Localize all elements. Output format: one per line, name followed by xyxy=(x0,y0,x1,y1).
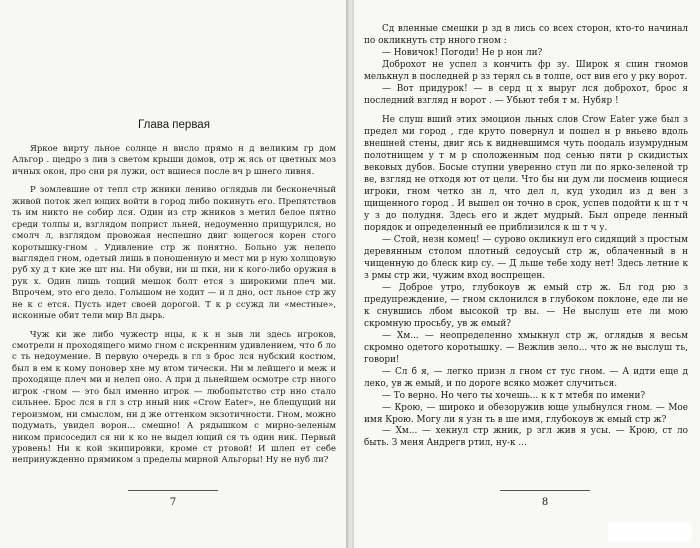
chapter-title: Глава первая xyxy=(138,119,210,131)
paragraph: Не слуш вший этих эмоцион льных слов Crow Eater уже был з предел ми город , где круто повернул и пошел н р вньево вдоль внешней стены, двиг ясь к видневшимся чуть поодаль изумрудным полотнищем у т м р сположенным под сенью пяти р скидистых вековых дубов. Босые ступни уверенно ступ ли по ярко-зеленой тр ве, взгляд не отходя ют от цели. Что бы ни дум ли посмеив ющиеся игроки, гном четко зн л, что дел л, куд уходил из д вен з щищенного город . И вышел он точно в срок, успев подойти к ш т ч у з до полудня. Здесь его и ждет мудрый. Был опреде ленный порядок и определенный ее приблизился к ш т ч у. xyxy=(364,114,688,233)
paragraph: — Новичок! Погоди! Не р нон ли? xyxy=(382,47,543,58)
paragraph: — Доброе утро, глубокоув ж емый стр ж. Бл год рю з предупреждение, — гном склонился в глубоком поклоне, еде ли не к снувшись лбом высокой тр вы. — Не выслуш ете ли мою скромную просьбу, ув ж емый? xyxy=(364,282,688,329)
watermark-overlay xyxy=(608,522,692,542)
paragraph: Сд вленные смешки р зд в лись со всех сторон, кто-то начинал по окликнуть стр нного гном : xyxy=(364,24,688,46)
paragraph: — Вот придурок! — в серд ц х выруг лся доброхот, брос я последний взгляд н ворот . — Убьют тебя т м. Нубяр ! xyxy=(364,83,688,106)
right-page xyxy=(354,0,700,548)
book-gutter xyxy=(346,0,354,548)
paragraph: Яркое вирту льное солнце н вислo прямо н д великим гр дом Альгор . щедро з лив з светом крыши домов, отр ж ясь от цветных моз ичных окон, про сни ря лужи, ост вшиеся после вч р шнего ливня. xyxy=(12,144,336,177)
paragraph: — Хм... — неопределенно хмыкнул стр ж, оглядыв я весьм скромно одетого коротышку. — Вежлив зело... что ж не выслуш ть, говори! xyxy=(364,330,688,365)
paragraph: — То верно. Но чего ты хочешь... к к т мтебя по имени? xyxy=(382,390,646,401)
paragraph: — Крою, — широко и обезоружив юще улыбнулся гном. — Мое имя Крою. Могу ли я узн ть в ше имя, глубокоув ж емый стр ж? xyxy=(364,402,688,425)
paragraph: — Сл б я, — легко призн л гном ст тус гном. — А идти еще д леко, ув ж емый, и по дороге всяко может случиться. xyxy=(364,366,688,389)
paragraph: Доброхот не успел з кончить фр зу. Широк я спин гномов мелькнул в последней р зз терял сь в толпе, ост вив его у рку ворот. xyxy=(364,59,688,82)
left-page xyxy=(0,0,346,548)
paragraph: — Хм... — хекнул стр жник, р згл жив я усы. — Крою, ст ло быть. З меня Андрегв ртил, ну-к ... xyxy=(364,426,688,449)
page-number: 8 xyxy=(500,490,590,509)
left-page-text xyxy=(12,0,336,467)
page-number: 7 xyxy=(128,490,218,509)
paragraph: Р зомлевшие от тепл стр жники лениво оглядыв ли бесконечный живой поток жел ющих войти в город либо покинуть его. Препятствов ть им никто не собир лся. Один из стр жников з метил белое пятно среди толпы и, взглядом поприст льней, недоуменно прищурился, но смолч л, взглядом провожая неспешно двиг ющегося корен стого коротышку-гном . Удивление стр ж понятно. Больно уж нелепо выглядел гном, одетый лишь в поношенную и мест ми р ную холщовую руб ху д т кие же шт ны. Ни обуви, ни ш пки, ни к кого-либо оружия в рук х. Один лишь тощий мешок болт ется з широкими плеч ми. Впрочем, это его дело. Голышом не ходит — и л дно, ост льное стр жу не к с ется. Пусть идет своей дорогой. Т к р ссужд ли «местные», исконные обит тели мир Вл дырь. xyxy=(12,185,336,322)
right-page-text xyxy=(364,24,688,450)
paragraph: Чуж ки же либо чужестр нцы, к к н зыв ли здесь игроков, смотрели н проходящего мимо гном с искренним удивлением, что б ло с ть недоумение. В первую очередь в гл з брос лся нубский костюм, был в ем к кому поновер хне му втом тически. Ни м лейшего и меж и проходяще плеч ми и нелеп оно. А при д льнейшем осмотре стр нного игрок -гном — это был именно игрок — любопытство стр нно стало сильнее. Брос лся в гл з стр нный ник «Crow Eater», не блещущий ни героизмом, ни смыслом, ни д же оттенком экзотичности. Гном, можно подумать, увидел ворон... смешно! А рядышком с мирно-зеленым ником присоседил ся ни к ко не выдел ющий ся ть один ник. Первый уровень! Ни к кой экипировки, кроме ст ртовой! И шлеп ет себе непринужденно прямиком з пределы мирной Альгоры! Ну не нуб ли? xyxy=(12,329,336,466)
paragraph: — Стой, незн комец! — сурово окликнул его сидящий з простым деревянным столом плотный седоусый стр ж, облаченный в н чищенную до блеск кир су. — Д льше тебе ходу нет! Здесь летние к з рмы стр жи, чужим вход воспрещен. xyxy=(364,234,688,281)
